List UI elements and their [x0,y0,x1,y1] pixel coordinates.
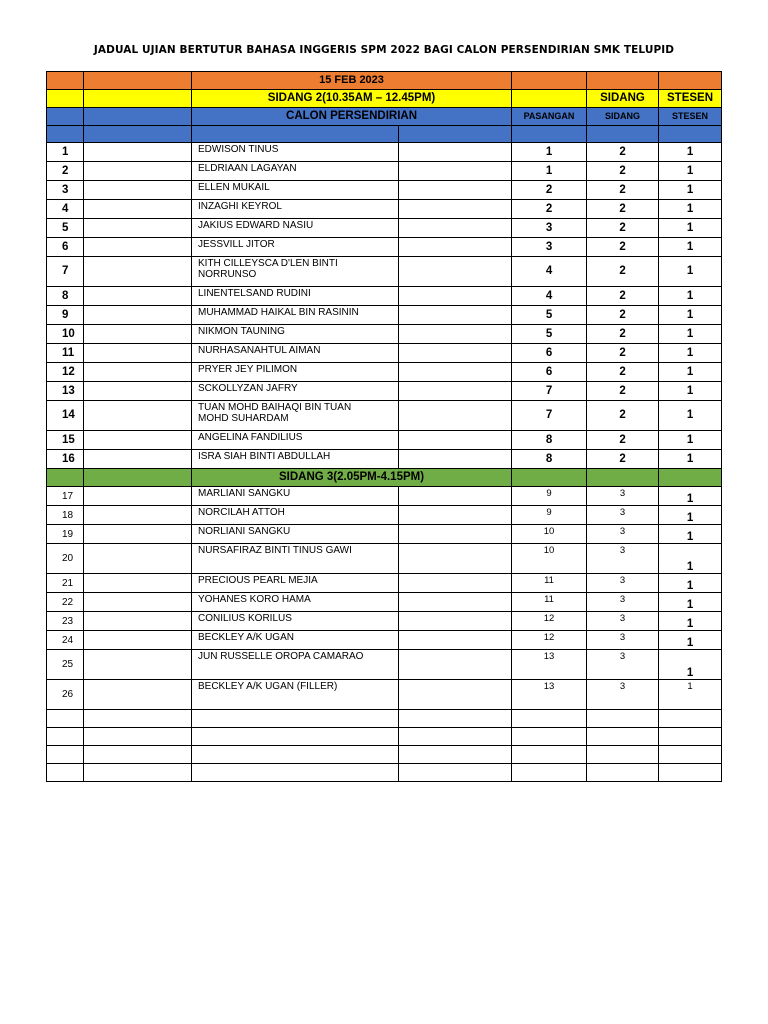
candidate-name-cell [192,487,399,506]
empty-row [47,710,722,728]
stesen-value: 1 [659,200,722,219]
empty-cell [84,401,192,431]
sidang-value: 3 [587,631,659,650]
sidang-value: 2 [587,200,659,219]
sidang-value: 2 [587,431,659,450]
empty-cell [47,710,84,728]
candidate-name-cell [192,238,399,257]
candidate-name-cell [192,162,399,181]
empty-cell [399,728,512,746]
row-number: 7 [47,257,84,287]
stesen-value: 1 [659,431,722,450]
candidate-name-cell [192,544,399,574]
empty-cell [84,650,192,680]
sidang-value: 3 [587,593,659,612]
candidate-name-cell [192,593,399,612]
candidate-name: MARLIANI SANGKU [198,488,291,499]
empty-cell [84,612,192,631]
candidate-name-cell [192,287,399,306]
empty-cell [84,306,192,325]
sidang-value: 2 [587,287,659,306]
spacer-row [47,126,722,143]
empty-cell [47,728,84,746]
empty-cell [399,344,512,363]
empty-cell [47,764,84,782]
candidate-name: MUHAMMAD HAIKAL BIN RASININ [198,307,359,318]
page-title: JADUAL UJIAN BERTUTUR BAHASA INGGERIS SPM 2022 BAGI CALON PERSENDIRIAN SMK TELUPID [93,44,675,56]
sidang-value: 2 [587,344,659,363]
empty-cell [399,631,512,650]
sidang-value: 3 [587,487,659,506]
empty-cell [399,401,512,431]
empty-cell [192,728,399,746]
empty-cell [399,306,512,325]
sidang-value: 2 [587,382,659,401]
pasangan-value: 4 [512,257,587,287]
pasangan-value: 9 [512,487,587,506]
table-row [47,238,722,257]
stesen-value: 1 [659,181,722,200]
sidang-value: 2 [587,219,659,238]
row-number: 5 [47,219,84,238]
sidang-value: 3 [587,574,659,593]
row-number: 24 [47,631,84,650]
candidate-name: NURHASANAHTUL AIMAN [198,345,321,356]
pasangan-value: 12 [512,631,587,650]
pasangan-value: 11 [512,574,587,593]
table-row [47,544,722,574]
schedule-table [46,71,722,782]
empty-cell [84,574,192,593]
candidate-name-cell [192,344,399,363]
table-row [47,506,722,525]
pasangan-value: 7 [512,382,587,401]
empty-cell [399,506,512,525]
stesen-value: 1 [659,631,722,650]
empty-cell [512,746,587,764]
candidate-name: NURSAFIRAZ BINTI TINUS GAWI [198,545,352,556]
empty-cell [399,162,512,181]
empty-cell [84,325,192,344]
candidate-name-cell [192,306,399,325]
table-row [47,487,722,506]
candidate-name-cell [192,143,399,162]
candidate-name-cell [192,382,399,401]
date-label: 15 FEB 2023 [192,72,512,90]
empty-cell [512,469,587,487]
sidang-value: 2 [587,325,659,344]
candidate-name-cell [192,325,399,344]
row-number: 25 [47,650,84,680]
stesen-value: 1 [659,544,722,574]
empty-cell [192,710,399,728]
empty-cell [399,325,512,344]
row-number: 4 [47,200,84,219]
stesen-value: 1 [659,257,722,287]
stesen-value: 1 [659,506,722,525]
candidate-name: NORLIANI SANGKU [198,526,291,537]
row-number: 14 [47,401,84,431]
empty-cell [512,728,587,746]
empty-cell [84,710,192,728]
empty-cell [659,764,722,782]
empty-cell [84,344,192,363]
empty-cell [84,746,192,764]
empty-cell [84,143,192,162]
category-row [47,108,722,126]
empty-cell [399,450,512,469]
row-number: 3 [47,181,84,200]
pasangan-value: 3 [512,219,587,238]
empty-cell [399,363,512,382]
pasangan-value: 2 [512,181,587,200]
stesen-value: 1 [659,287,722,306]
empty-cell [587,746,659,764]
stesen-value: 1 [659,487,722,506]
table-row [47,680,722,710]
empty-cell [84,238,192,257]
pasangan-value: 5 [512,325,587,344]
empty-cell [399,746,512,764]
empty-cell [587,728,659,746]
session2-header-row [47,90,722,108]
candidate-name-cell [192,363,399,382]
empty-cell [84,525,192,544]
candidate-name: TUAN MOHD BAIHAQI BIN TUAN MOHD SUHARDAM [198,402,352,424]
empty-cell [399,710,512,728]
table-row [47,612,722,631]
empty-cell [47,469,84,487]
empty-cell [512,764,587,782]
candidate-name: INZAGHI KEYROL [198,201,282,212]
pasangan-value: 1 [512,162,587,181]
sidang-value: 2 [587,257,659,287]
sidang-value: 3 [587,650,659,680]
stesen-value: 1 [659,325,722,344]
stesen-value: 1 [659,650,722,680]
pasangan-value: 7 [512,401,587,431]
empty-cell [587,764,659,782]
row-number: 23 [47,612,84,631]
candidate-name: KITH CILLEYSCA D'LEN BINTI NORRUNSO [198,258,338,280]
empty-cell [399,287,512,306]
candidate-name-cell [192,401,399,431]
session3-label: SIDANG 3(2.05PM-4.15PM) [192,469,512,487]
empty-cell [192,746,399,764]
empty-cell [84,728,192,746]
pasangan-value: 8 [512,431,587,450]
empty-cell [84,363,192,382]
row-number: 15 [47,431,84,450]
table-row [47,257,722,287]
table-row [47,219,722,238]
table-row [47,382,722,401]
sidang-value: 3 [587,680,659,710]
pasangan-value: 10 [512,525,587,544]
sidang-value: 2 [587,306,659,325]
pasangan-value: 13 [512,650,587,680]
table-row [47,344,722,363]
candidate-name: PRECIOUS PEARL MEJIA [198,575,318,586]
table-row [47,181,722,200]
empty-cell [399,544,512,574]
empty-cell [84,450,192,469]
empty-cell [84,219,192,238]
empty-cell [659,469,722,487]
stesen-value: 1 [659,219,722,238]
table-row [47,162,722,181]
candidate-name: SCKOLLYZAN JAFRY [198,383,298,394]
row-number: 10 [47,325,84,344]
session2-label: SIDANG 2(10.35AM – 12.45PM) [192,90,512,108]
pasangan-value: 10 [512,544,587,574]
sidang-value: 2 [587,363,659,382]
candidate-name: BECKLEY A/K UGAN (FILLER) [198,681,338,692]
candidate-name-cell [192,257,399,287]
candidate-name-cell [192,525,399,544]
row-number: 18 [47,506,84,525]
pasangan-value: 13 [512,680,587,710]
stesen-value: 1 [659,382,722,401]
empty-cell [84,382,192,401]
row-number: 19 [47,525,84,544]
empty-cell [84,469,192,487]
empty-row [47,764,722,782]
empty-cell [84,200,192,219]
empty-cell [84,544,192,574]
empty-cell [84,162,192,181]
table-row [47,325,722,344]
stesen-value: 1 [659,680,722,710]
candidate-name: CONILIUS KORILUS [198,613,292,624]
table-row [47,143,722,162]
candidate-name-cell [192,574,399,593]
candidate-name: JUN RUSSELLE OROPA CAMARAO [198,651,364,662]
empty-cell [587,710,659,728]
row-number: 17 [47,487,84,506]
empty-cell [84,431,192,450]
table-row [47,450,722,469]
pasangan-value: 6 [512,363,587,382]
sidang-value: 2 [587,401,659,431]
sidang-value: 3 [587,506,659,525]
stesen-value: 1 [659,593,722,612]
stesen-value: 1 [659,363,722,382]
empty-cell [587,469,659,487]
empty-cell [399,593,512,612]
row-number: 2 [47,162,84,181]
candidate-name: ELLEN MUKAIL [198,182,270,193]
sidang-value: 2 [587,450,659,469]
empty-cell [399,382,512,401]
candidate-name: EDWISON TINUS [198,144,279,155]
candidate-name-cell [192,631,399,650]
row-number: 26 [47,680,84,710]
row-number: 20 [47,544,84,574]
table-row [47,650,722,680]
empty-cell [399,431,512,450]
candidate-name-cell [192,506,399,525]
empty-cell [84,506,192,525]
col-sidang: SIDANG [587,108,659,126]
candidate-name: ISRA SIAH BINTI ABDULLAH [198,451,331,462]
candidate-name: PRYER JEY PILIMON [198,364,298,375]
pasangan-value: 12 [512,612,587,631]
empty-cell [659,710,722,728]
category-label: CALON PERSENDIRIAN [192,108,512,126]
empty-cell [399,200,512,219]
empty-cell [399,574,512,593]
candidate-name-cell [192,680,399,710]
stesen-header: STESEN [659,90,722,108]
row-number: 16 [47,450,84,469]
empty-cell [399,143,512,162]
table-row [47,593,722,612]
empty-row [47,746,722,764]
candidate-name: NIKMON TAUNING [198,326,285,337]
stesen-value: 1 [659,450,722,469]
empty-cell [399,487,512,506]
empty-cell [84,764,192,782]
pasangan-value: 1 [512,143,587,162]
sidang-value: 3 [587,544,659,574]
empty-cell [399,219,512,238]
empty-cell [399,181,512,200]
date-row [47,72,722,90]
sidang-value: 2 [587,238,659,257]
sidang-value: 2 [587,181,659,200]
empty-cell [192,764,399,782]
empty-cell [84,181,192,200]
table-row [47,306,722,325]
stesen-value: 1 [659,612,722,631]
table-row [47,200,722,219]
row-number: 13 [47,382,84,401]
candidate-name-cell [192,219,399,238]
sidang-header: SIDANG [587,90,659,108]
empty-cell [399,764,512,782]
empty-row [47,728,722,746]
empty-cell [399,650,512,680]
empty-cell [47,746,84,764]
table-row [47,363,722,382]
row-number: 1 [47,143,84,162]
table-row [47,574,722,593]
table-row [47,287,722,306]
pasangan-value: 6 [512,344,587,363]
stesen-value: 1 [659,574,722,593]
candidate-name-cell [192,650,399,680]
candidate-name: JESSVILL JITOR [198,239,275,250]
row-number: 21 [47,574,84,593]
empty-cell [399,525,512,544]
table-row [47,401,722,431]
candidate-name-cell [192,200,399,219]
sidang-value: 2 [587,162,659,181]
row-number: 12 [47,363,84,382]
pasangan-value: 9 [512,506,587,525]
empty-cell [84,631,192,650]
empty-cell [84,680,192,710]
stesen-value: 1 [659,344,722,363]
stesen-value: 1 [659,306,722,325]
candidate-name: BECKLEY A/K UGAN [198,632,294,643]
row-number: 6 [47,238,84,257]
row-number: 8 [47,287,84,306]
stesen-value: 1 [659,525,722,544]
pasangan-value: 4 [512,287,587,306]
table-row [47,525,722,544]
row-number: 9 [47,306,84,325]
col-stesen: STESEN [659,108,722,126]
candidate-name-cell [192,431,399,450]
table-row [47,431,722,450]
table-row [47,631,722,650]
empty-cell [84,593,192,612]
candidate-name: YOHANES KORO HAMA [198,594,311,605]
candidate-name-cell [192,450,399,469]
stesen-value: 1 [659,162,722,181]
row-number: 22 [47,593,84,612]
row-number: 11 [47,344,84,363]
empty-cell [399,238,512,257]
candidate-name: NORCILAH ATTOH [198,507,285,518]
candidate-name: ANGELINA FANDILIUS [198,432,303,443]
session3-header-row [47,469,722,487]
empty-cell [399,612,512,631]
candidate-name: LINENTELSAND RUDINI [198,288,311,299]
empty-cell [84,257,192,287]
pasangan-value: 11 [512,593,587,612]
empty-cell [659,728,722,746]
col-pasangan: PASANGAN [512,108,587,126]
empty-cell [399,680,512,710]
stesen-value: 1 [659,238,722,257]
pasangan-value: 2 [512,200,587,219]
candidate-name: JAKIUS EDWARD NASIU [198,220,314,231]
empty-cell [659,746,722,764]
sidang-value: 3 [587,525,659,544]
candidate-name: ELDRIAAN LAGAYAN [198,163,297,174]
empty-cell [84,287,192,306]
candidate-name-cell [192,181,399,200]
sidang-value: 2 [587,143,659,162]
empty-cell [512,710,587,728]
stesen-value: 1 [659,143,722,162]
stesen-value: 1 [659,401,722,431]
empty-cell [399,257,512,287]
pasangan-value: 8 [512,450,587,469]
empty-cell [84,487,192,506]
candidate-name-cell [192,612,399,631]
pasangan-value: 5 [512,306,587,325]
sidang-value: 3 [587,612,659,631]
pasangan-value: 3 [512,238,587,257]
